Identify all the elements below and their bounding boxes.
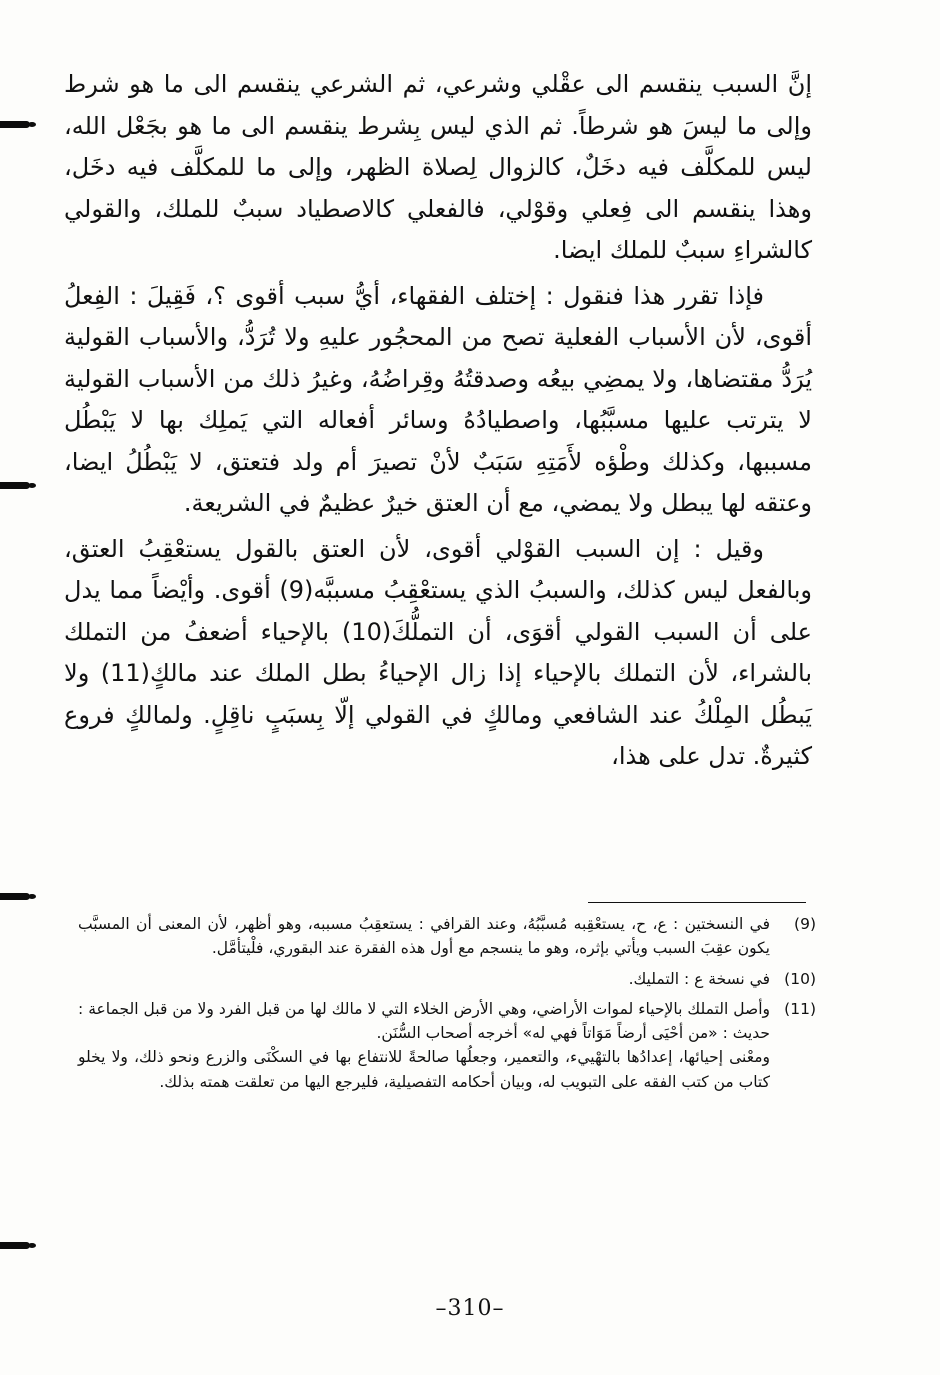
footnote [78,967,816,991]
scan-edge-mark [0,482,30,489]
footnote-text [78,912,770,961]
footnote-number: (9) [794,915,816,933]
footnote-paragraph: وأصل التملك بالإحياء لموات الأراضي، وهي الأرض الخلاء التي لا مالك لها من قبل الفرد ولا من قبل الجماعة : حديث : «من أحْيَى أرضاً مَوَاتاً فهي له» أخرجه أصحاب السُّنَن. [78,999,770,1043]
main-text [64,64,812,778]
footnote-text [78,967,770,991]
footnote-paragraph: في نسخة ع : التمليك. [628,969,770,988]
footnote [78,912,816,961]
footnote-number: (11) [784,999,816,1018]
footnotes [78,912,816,1094]
body-paragraph: وقيل : إن السبب القوْلي أقوى، لأن العتق بالقول يستعْقِبُ العتق، وبالفعل ليس كذلك، والسببُ الذي يستعْقِبُ مسببَّه(9) أقوى. وأيْضاً مما يدل على أن السبب القولي أقوَى، أن التملُّكَ(10) بالإحياء أضعفُ من التملك بالشراء، لأن التملك بالإحياء إذا زال الإحياءُ بطل الملك عند مالكٍ(11) ولا يَبطُل المِلْكُ عند الشافعي ومالكٍ في القولي إلّا بِسبَبٍ ناقِلٍ. ولمالكٍ فروع كثيرةٌ. تدل على هذا، [64,534,812,770]
footnote [78,997,816,1094]
body-paragraph: إنَّ السبب ينقسم الى عقْلي وشرعي، ثم الشرعي ينقسم الى ما هو شرط وإلى ما ليسَ هو شرطاً. ثم الذي ليس بِشرط ينقسم الى ما هو بجَعْل الله، ليس للمكلَّف فيه دخَلٌ، كالزوال لِصلاة الظهر، وإلى ما للمكلَّف فيه دخَل، وهذا ينقسم الى فِعلي وقوْلي، فالفعلي كالاصطياد سببٌ للملك، والقولي كالشراءِ سببٌ للملك ايضا. [64,70,812,264]
footnote-number: (10) [784,969,816,988]
footnote-separator [588,902,806,903]
page-number: –310– [435,1296,505,1321]
scan-edge-mark [0,893,30,900]
footnote-paragraph: في النسختين : ع، ح، يستعْقِبه مُسبَّبُهُ، وعند القرافي : يستعقِبُ مسببه، وهو أظهر، لأن المعنى أن المسبَّب يكون عقِبَ السبب ويأتي بإثره، وهو ما ينسجم مع أول هذه الفقرة عند البقوري، فلْيتأمَّل. [78,915,770,958]
scan-edge-mark [0,1242,30,1249]
footnote-paragraph: ومعْنى إحيائها، إعدادُها بالتهْييء، والتعمير، وجعلُها صالحةً للانتفاع بها في السكْنَى والزرع ونحو ذلك، ولا يخلو كتاب من كتب الفقه على التبويب له، وبيان أحكامه التفصيلية، فليرجع اليها من تعلقت همته بذلك. [78,1048,770,1091]
body-paragraph: فإذا تقرر هذا فنقول : إختلف الفقهاء، أيُّ سبب أقوى ؟، فَقِيلَ : الفِعلُ أقوى، لأن الأسباب الفعلية تصح من المحجُور عليهِ ولا تُرَدُّ، والأسباب القولية يُرَدُّ مقتضاها، ولا يمضِي بيعُه وصدقتُهُ وقِراضُهُ، وغيرُ ذلك من الأسباب القولية لا يترتب عليها مسبَّبُها، واصطيادُهُ وسائر أفعاله التي يَملِك بها لا يَبْطُل مسببها، وكذلك وطْؤه لأَمَتِهِ سَبَبٌ لأنْ تصيرَ أم ولد فتعتق، لا يَبْطُلُ ايضا، وعتقه لها يبطل ولا يمضي، مع أن العتق خيرٌ عظيمٌ في الشريعة. [64,281,812,517]
footnote-text [78,997,770,1094]
scan-edge-mark [0,121,30,128]
